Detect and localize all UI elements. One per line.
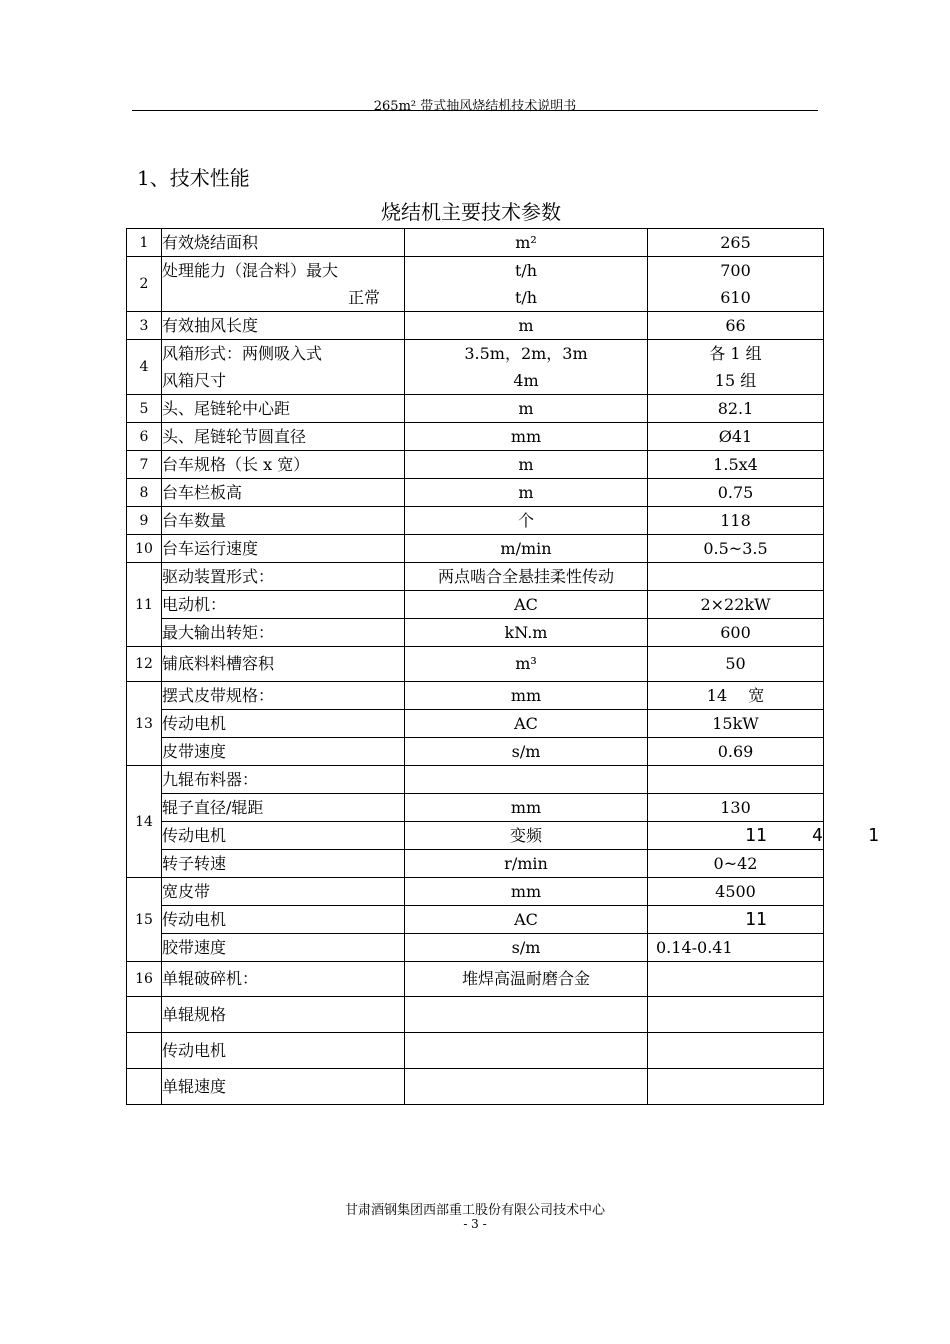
page-header: 265m² 带式抽风烧结机技术说明书 (373, 99, 577, 114)
param-name: 台车数量 (162, 507, 405, 535)
table-row (127, 507, 824, 535)
row-number: 14 (127, 766, 162, 878)
row-number: 6 (127, 423, 162, 451)
param-name: 传动电机 (162, 1033, 405, 1069)
table-row (127, 906, 824, 934)
row-number: 15 (127, 878, 162, 962)
table-row (127, 395, 824, 423)
table-row (127, 312, 824, 340)
param-unit: m (405, 312, 648, 340)
table-row (127, 479, 824, 507)
table-row (127, 340, 824, 395)
param-unit: r/min (405, 850, 648, 878)
param-value: 各 1 组 15 组 (648, 340, 824, 395)
param-name: 摆式皮带规格： (162, 682, 405, 710)
table-row (127, 878, 824, 906)
param-name: 台车规格（长 x 宽） (162, 451, 405, 479)
table-row (127, 423, 824, 451)
table-row (127, 822, 824, 850)
param-name: 转子转速 (162, 850, 405, 878)
param-value: 4500 (648, 878, 824, 906)
parameters-table (126, 228, 879, 1105)
row-number: 8 (127, 479, 162, 507)
table-row (127, 682, 824, 710)
param-unit: mm (405, 682, 648, 710)
param-unit (405, 1069, 648, 1105)
row-number: 5 (127, 395, 162, 423)
param-value (648, 997, 824, 1033)
param-unit (405, 766, 648, 794)
param-value (648, 1033, 824, 1069)
row-number (127, 997, 162, 1033)
row-number: 4 (127, 340, 162, 395)
row-number: 2 (127, 257, 162, 312)
param-value: 82.1 (648, 395, 824, 423)
param-value: 11 (648, 906, 824, 934)
table-row (127, 794, 824, 822)
row-number: 13 (127, 682, 162, 766)
param-name: 传动电机 (162, 710, 405, 738)
section-title: 1、技术性能 (137, 166, 250, 190)
row-number: 7 (127, 451, 162, 479)
param-name: 铺底料料槽容积 (162, 647, 405, 682)
row-number: 1 (127, 229, 162, 257)
param-unit: s/m (405, 738, 648, 766)
table-row (127, 535, 824, 563)
param-value: 265 (648, 229, 824, 257)
param-unit: m (405, 451, 648, 479)
param-unit: kN.m (405, 619, 648, 647)
table-row (127, 1069, 824, 1105)
param-value: 50 (648, 647, 824, 682)
row-number: 16 (127, 962, 162, 997)
param-unit: mm (405, 794, 648, 822)
param-value: 2×22kW (648, 591, 824, 619)
row-number: 9 (127, 507, 162, 535)
row-number: 12 (127, 647, 162, 682)
param-unit: m³ (405, 647, 648, 682)
param-value: 11 4 1 (648, 822, 824, 850)
table-title: 烧结机主要技术参数 (381, 200, 561, 224)
param-unit: 堆焊高温耐磨合金 (405, 962, 648, 997)
param-unit: m (405, 479, 648, 507)
page-number: - 3 - (463, 1217, 487, 1231)
param-value: 1.5x4 (648, 451, 824, 479)
param-unit: m² (405, 229, 648, 257)
table-row (127, 647, 824, 682)
footer-company: 甘肃酒钢集团西部重工股份有限公司技术中心 (344, 1203, 605, 1218)
table-row (127, 738, 824, 766)
param-name: 风箱形式：两侧吸入式 风箱尺寸 (162, 340, 405, 395)
param-unit: AC (405, 591, 648, 619)
param-unit: 个 (405, 507, 648, 535)
param-name: 宽皮带 (162, 878, 405, 906)
param-name: 头、尾链轮节圆直径 (162, 423, 405, 451)
param-unit (405, 997, 648, 1033)
table-row (127, 850, 824, 878)
row-number (127, 1033, 162, 1069)
param-name: 胶带速度 (162, 934, 405, 962)
param-value: 0.69 (648, 738, 824, 766)
param-value: 66 (648, 312, 824, 340)
param-value: 0.14-0.41 (648, 934, 824, 962)
table-row (127, 257, 824, 312)
param-unit: mm (405, 878, 648, 906)
param-value: 0~42 (648, 850, 824, 878)
row-number: 11 (127, 563, 162, 647)
param-value: 15kW (648, 710, 824, 738)
param-name: 单辊破碎机： (162, 962, 405, 997)
table-row (127, 1033, 824, 1069)
param-value: 0.5~3.5 (648, 535, 824, 563)
table-row (127, 962, 824, 997)
param-name: 有效抽风长度 (162, 312, 405, 340)
param-unit: s/m (405, 934, 648, 962)
param-name: 有效烧结面积 (162, 229, 405, 257)
param-name: 单辊规格 (162, 997, 405, 1033)
param-unit: t/h t/h (405, 257, 648, 312)
header-rule (132, 110, 818, 111)
param-name: 最大输出转矩： (162, 619, 405, 647)
param-unit (405, 1033, 648, 1069)
param-name: 单辊速度 (162, 1069, 405, 1105)
param-value: Ø41 (648, 423, 824, 451)
table-row (127, 934, 824, 962)
param-unit: AC (405, 906, 648, 934)
param-unit: 两点啮合全悬挂柔性传动 (405, 563, 648, 591)
param-unit: m/min (405, 535, 648, 563)
param-value (648, 766, 824, 794)
table-row (127, 619, 824, 647)
param-name: 辊子直径/辊距 (162, 794, 405, 822)
param-value: 14 宽 (648, 682, 824, 710)
table-row (127, 229, 824, 257)
param-name: 电动机： (162, 591, 405, 619)
table-row (127, 591, 824, 619)
param-name: 头、尾链轮中心距 (162, 395, 405, 423)
param-name: 台车运行速度 (162, 535, 405, 563)
param-unit: AC (405, 710, 648, 738)
param-unit: m (405, 395, 648, 423)
param-name: 传动电机 (162, 822, 405, 850)
param-name: 驱动装置形式： (162, 563, 405, 591)
param-name: 处理能力（混合料）最大 正常 (162, 257, 405, 312)
param-value: 0.75 (648, 479, 824, 507)
param-name: 传动电机 (162, 906, 405, 934)
param-unit: 3.5m，2m，3m 4m (405, 340, 648, 395)
param-value (648, 1069, 824, 1105)
param-value: 600 (648, 619, 824, 647)
table-row (127, 997, 824, 1033)
table-row (127, 451, 824, 479)
table-row (127, 766, 824, 794)
table-row (127, 710, 824, 738)
param-value (648, 962, 824, 997)
row-number (127, 1069, 162, 1105)
param-name: 九辊布料器： (162, 766, 405, 794)
param-value: 700 610 (648, 257, 824, 312)
row-number: 3 (127, 312, 162, 340)
row-number: 10 (127, 535, 162, 563)
param-unit: 变频 (405, 822, 648, 850)
param-value: 118 (648, 507, 824, 535)
param-unit: mm (405, 423, 648, 451)
param-name: 台车栏板高 (162, 479, 405, 507)
param-value: 130 (648, 794, 824, 822)
table-row (127, 563, 824, 591)
param-name: 皮带速度 (162, 738, 405, 766)
param-value (648, 563, 824, 591)
